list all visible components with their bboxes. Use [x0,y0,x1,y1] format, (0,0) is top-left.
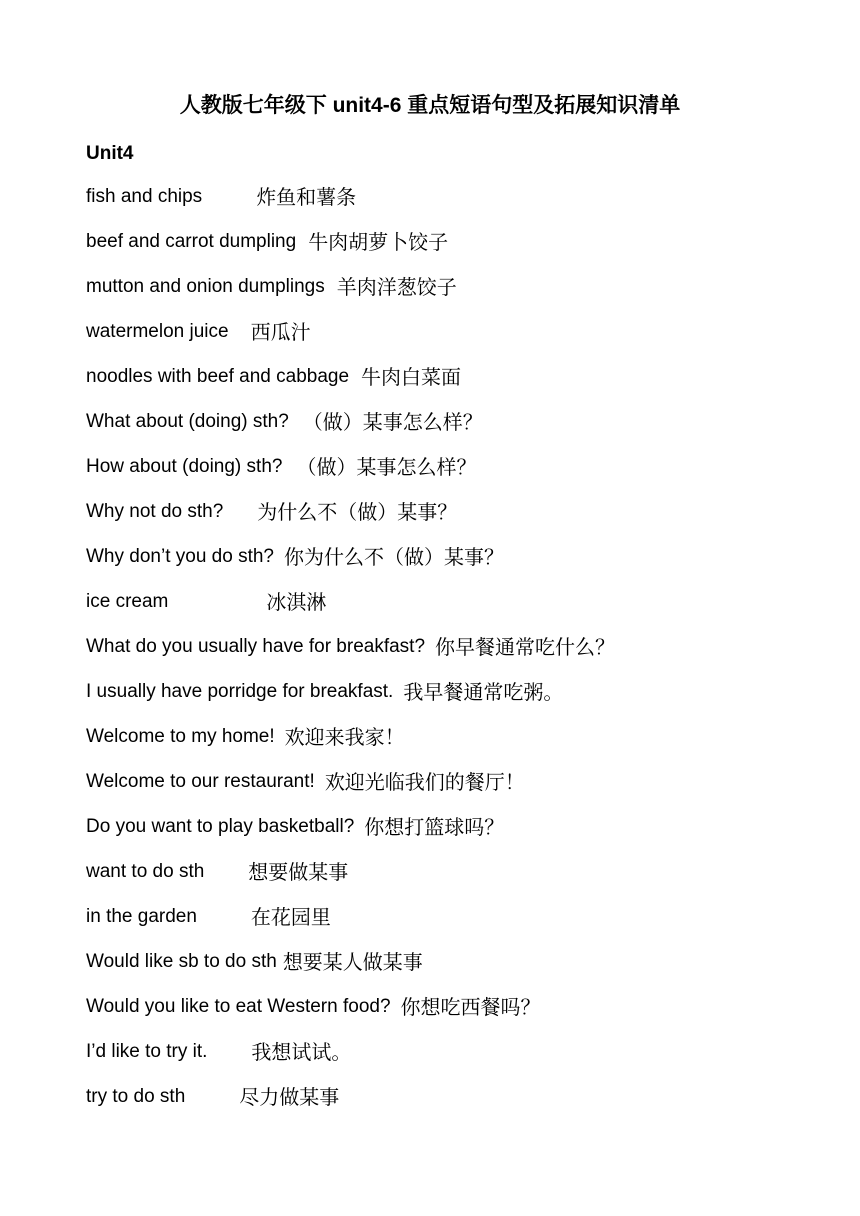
list-item [86,543,826,588]
document-title: 人教版七年级下 unit4-6 重点短语句型及拓展知识清单 [179,94,681,117]
english-phrase: Why don’t you do sth? [86,546,274,567]
chinese-translation: 为什么不（做）某事？ [257,500,458,524]
chinese-translation: 西瓜汁 [250,320,311,344]
list-item [86,858,826,903]
chinese-translation: （做）某事怎么样？ [302,410,483,434]
list-item [86,273,826,318]
chinese-translation: 欢迎光临我们的餐厅！ [324,770,525,794]
list-item [86,903,826,948]
english-phrase: I’d like to try it. [86,1041,208,1062]
chinese-translation: 尽力做某事 [239,1085,340,1109]
list-item [86,633,826,678]
chinese-translation: 想要做某事 [248,860,349,884]
section-heading-unit4: Unit4 [86,143,134,164]
list-item [86,498,826,543]
list-item [86,723,826,768]
chinese-translation: 你想吃西餐吗？ [400,995,541,1019]
english-phrase: watermelon juice [86,321,229,342]
english-phrase: beef and carrot dumpling [86,231,297,252]
list-item [86,588,826,633]
english-phrase: in the garden [86,906,197,927]
english-phrase: mutton and onion dumplings [86,276,325,297]
list-item [86,183,826,228]
phrase-list [86,183,826,1128]
chinese-translation: 羊肉洋葱饺子 [336,275,457,299]
english-phrase: fish and chips [86,186,203,207]
chinese-translation: 炸鱼和薯条 [256,185,357,209]
list-item [86,948,826,993]
english-phrase: try to do sth [86,1086,186,1107]
english-phrase: want to do sth [86,861,205,882]
chinese-translation: （做）某事怎么样？ [296,455,477,479]
english-phrase: What do you usually have for breakfast? [86,636,426,657]
chinese-translation: 冰淇淋 [266,590,327,614]
chinese-translation: 我想试试。 [251,1040,352,1064]
english-phrase: Welcome to our restaurant! [86,771,315,792]
list-item [86,1083,826,1128]
list-item [86,768,826,813]
chinese-translation: 你想打篮球吗？ [364,815,505,839]
english-phrase: noodles with beef and cabbage [86,366,350,387]
list-item [86,228,826,273]
list-item [86,453,826,498]
list-item [86,678,826,723]
list-item [86,318,826,363]
chinese-translation: 在花园里 [250,905,331,929]
english-phrase: Would like sb to do sth [86,951,277,972]
list-item [86,408,826,453]
english-phrase: How about (doing) sth? [86,456,283,477]
chinese-translation: 牛肉胡萝卜饺子 [308,230,449,254]
list-item [86,993,826,1038]
english-phrase: Would you like to eat Western food? [86,996,391,1017]
chinese-translation: 我早餐通常吃粥。 [403,680,564,704]
chinese-translation: 牛肉白菜面 [361,365,462,389]
english-phrase: What about (doing) sth? [86,411,289,432]
chinese-translation: 你早餐通常吃什么？ [435,635,616,659]
english-phrase: Welcome to my home! [86,726,275,747]
list-item [86,363,826,408]
list-item [86,1038,826,1083]
english-phrase: I usually have porridge for breakfast. [86,681,394,702]
english-phrase: Do you want to play basketball? [86,816,355,837]
chinese-translation: 你为什么不（做）某事？ [284,545,504,569]
chinese-translation: 欢迎来我家！ [284,725,405,749]
list-item [86,813,826,858]
chinese-translation: 想要某人做某事 [282,950,423,974]
english-phrase: Why not do sth? [86,501,224,522]
english-phrase: ice cream [86,591,169,612]
